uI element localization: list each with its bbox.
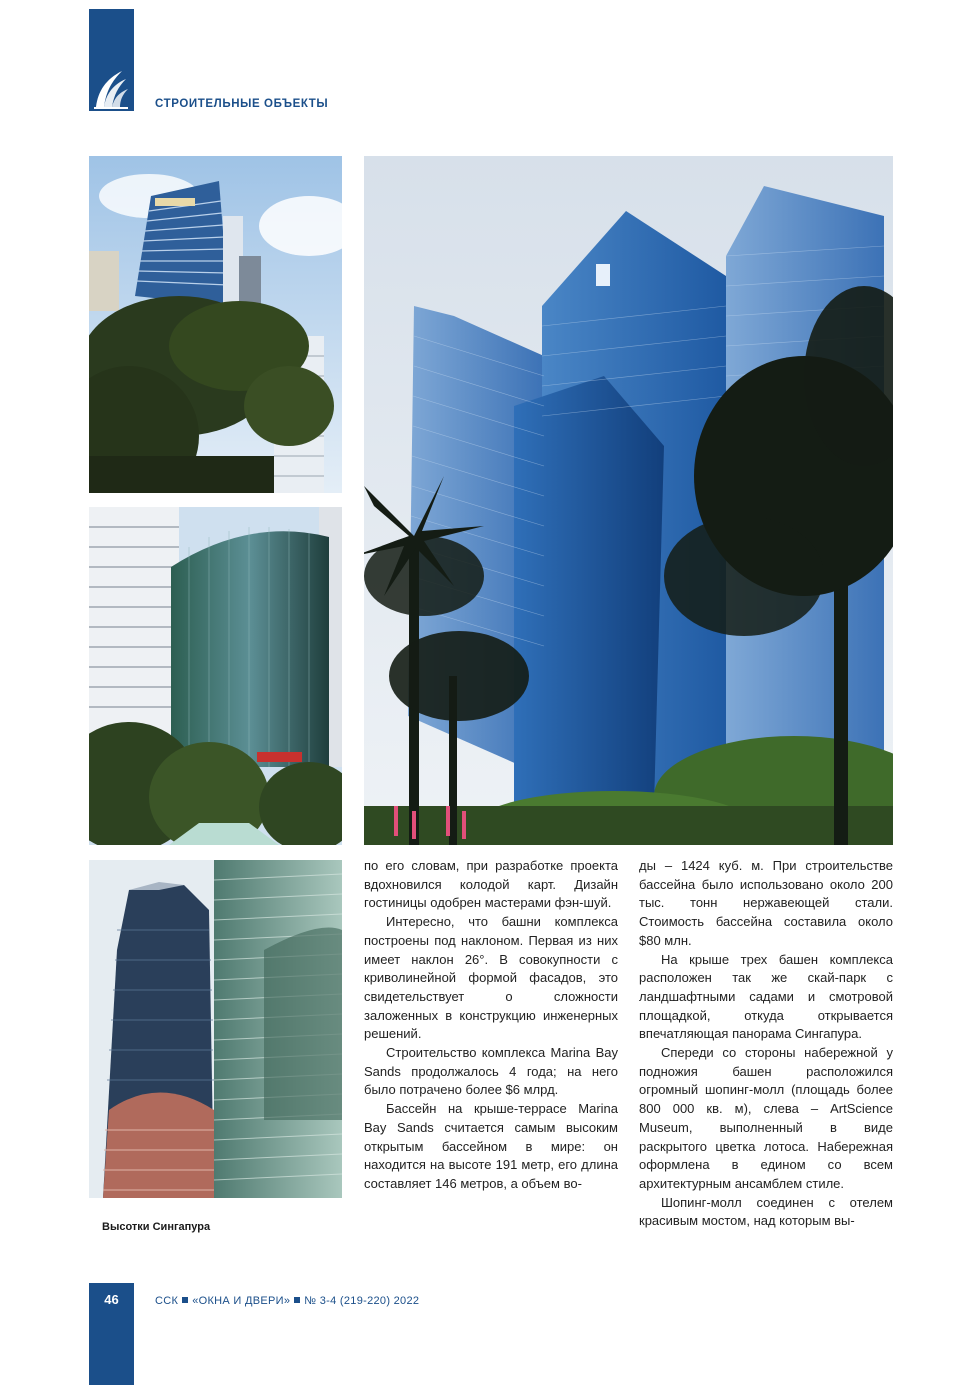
magazine-logo: [89, 9, 134, 111]
section-title: СТРОИТЕЛЬНЫЕ ОБЪЕКТЫ: [155, 98, 329, 110]
paragraph: Бассейн на крыше-террасе Marina Bay Sands считается самым высоким открытым бассейном в мире: он находится на высоте 191 метр, его длина составляет 146 метров, а объем во-: [364, 1101, 618, 1191]
paragraph: Строительство комплекса Marina Bay Sands продолжалось 4 года; на него было потрачено более $6 млрд.: [364, 1045, 618, 1098]
paragraph: На крыше трех башен комплекса расположен так же скай-парк с ландшафтными садами и смотровой площадкой, откуда открывается впечатляющая панорама Сингапура.: [639, 951, 893, 1042]
page-number: 46: [104, 1292, 119, 1307]
paragraph: по его словам, при разработке проекта вдохновился колодой карт. Дизайн гостиницы одобрен мастерами фэн-шуй.: [364, 858, 618, 911]
photo-glass-tower: [89, 507, 342, 845]
photo-caption: Высотки Сингапура: [102, 1221, 211, 1233]
footer-magazine: «ОКНА И ДВЕРИ»: [192, 1295, 291, 1307]
logo-swoosh-icon: [92, 67, 130, 111]
paragraph: Спереди со стороны набережной у подножия башен расположился огромный шопинг-молл (площадь более 800 000 кв. м), слева – ArtScience Museum, выполненный в виде раскрытого цветка лотоса. Набережная оформлена в едином со всем архитектурным ансамблем стиле.: [639, 1045, 893, 1191]
footer-issue: № 3-4 (219-220) 2022: [304, 1295, 420, 1307]
paragraph: ды – 1424 куб. м. При строительстве бассейна было использовано около 200 тыс. тонн нержавеющей стали. Стоимость бассейна составила около $80 млн.: [639, 858, 893, 948]
footer-publication: [155, 1295, 419, 1307]
square-bullet-icon: [294, 1297, 300, 1303]
footer-publisher: ССК: [155, 1295, 179, 1307]
paragraph: Интересно, что башни комплекса построены под наклоном. Первая из них имеет наклон 26°. В совокупности с криволинейной формой фасадов, это свидетельствует о сложности заложенных в конструкцию инженерных решений.: [364, 914, 618, 1042]
text-column-left: [364, 857, 618, 1194]
text-column-right: [639, 857, 893, 1231]
photo-skyscraper-trees: [89, 156, 342, 493]
photo-two-towers: [89, 860, 342, 1198]
square-bullet-icon: [182, 1297, 188, 1303]
paragraph: Шопинг-молл соединен с отелем красивым мостом, над которым вы-: [639, 1194, 893, 1229]
photo-marina-bay-towers: [364, 156, 893, 845]
